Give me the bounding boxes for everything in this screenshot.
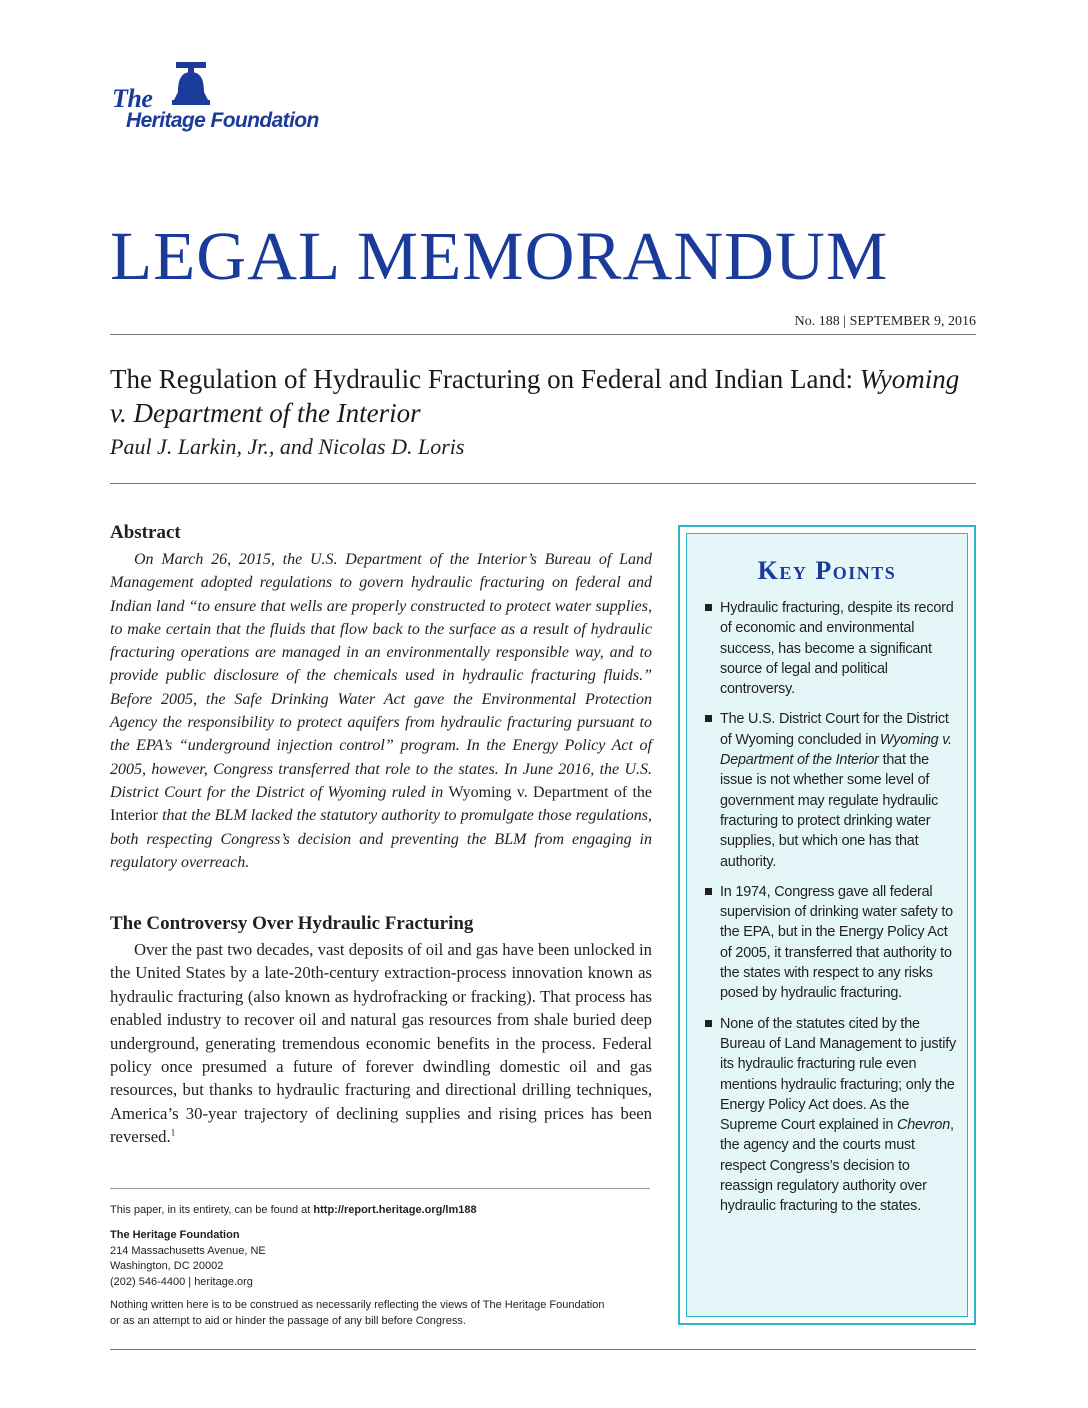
abstract-text <box>110 548 652 874</box>
key-point-text: that the issue is not whether some level of government may regulate hydraulic fracturing to protect drinking water supplies, but which one has that authority. <box>720 752 939 870</box>
title-main: The Regulation of Hydraulic Fracturing on Federal and Indian Land: <box>110 364 860 394</box>
abstract-heading: Abstract <box>110 522 181 543</box>
footnote-marker: 1 <box>170 1127 176 1138</box>
key-points-title: Key Points <box>757 556 897 585</box>
bullet-square-icon <box>705 888 712 895</box>
key-point-item <box>705 598 957 699</box>
bullet-square-icon <box>705 715 712 722</box>
org-address-block <box>110 1228 650 1290</box>
section-body <box>110 938 652 1149</box>
issue-number-date: No. 188 | SEPTEMBER 9, 2016 <box>794 314 976 329</box>
abstract-text-part-1: On March 26, 2015, the U.S. Department of the Interior’s Bureau of Land Management adopted regulations to govern hydraulic fracturing on federal and Indian land “to ensure that wells are properly constructed to protect water supplies, to make certain that the fluids that flow back to the surface as a result of hydraulic fracturing operations are managed in an environmentally responsible way, and to provide public disclosure of the chemicals used in hydraulic fracturing fluids.” Before 2005, the Safe Drinking Water Act gave the Environmental Protection Agency the responsibility to protect aquifers from hydraulic fracturing pursuant to the EPA’s “underground injection control” program. In the Energy Policy Act of 2005, however, Congress transferred that role to the states. In June 2016, the U.S. District Court for the District of Wyoming ruled in <box>110 551 652 801</box>
key-points-inner <box>686 533 968 1317</box>
bullet-square-icon <box>705 1020 712 1027</box>
key-points-list <box>705 598 957 1227</box>
footer-rule <box>110 1188 650 1189</box>
masthead-title: LEGAL MEMORANDUM <box>110 218 889 294</box>
key-point-text: Hydraulic fracturing, despite its record of economic and environmental success, has become a significant source of legal and political controversy. <box>720 600 954 698</box>
disclaimer: Nothing written here is to be construed as necessarily reflecting the views of The Heritage Foundation or as an attempt to aid or hinder the passage of any bill before Congress. <box>110 1299 605 1327</box>
bullet-square-icon <box>705 604 712 611</box>
address-line-1: 214 Massachusetts Avenue, NE <box>110 1244 266 1257</box>
paper-link-prefix: This paper, in its entirety, can be found at <box>110 1204 314 1216</box>
abstract-case-name: Wyoming v. Department of the Interior <box>110 783 653 825</box>
page-bottom-rule <box>110 1349 976 1350</box>
org-name: The Heritage Foundation <box>110 1229 240 1241</box>
title-case-name: Wyoming v. Department of the Interior <box>110 364 960 428</box>
key-point-case-name: Wyoming v. Department of the Interior <box>720 731 952 769</box>
key-point-item <box>705 882 957 1004</box>
key-point-text: None of the statutes cited by the Bureau of Land Management to justify its hydraulic fracturing rule even mentions hydraulic fracturing; only the Energy Policy Act does. As the Supreme Court explained in <box>720 1015 956 1134</box>
key-points-box <box>678 525 976 1325</box>
section-heading: The Controversy Over Hydraulic Fracturing <box>110 913 474 934</box>
key-point-text: The U.S. District Court for the District of Wyoming concluded in <box>720 711 949 748</box>
authors: Paul J. Larkin, Jr., and Nicolas D. Loris <box>110 434 465 459</box>
liberty-bell-icon <box>170 62 212 106</box>
masthead-rule <box>110 334 976 335</box>
logo-the: The <box>112 84 153 113</box>
key-point-item <box>705 709 957 871</box>
logo-org-name: Heritage Foundation <box>126 109 319 132</box>
document-title <box>110 362 976 430</box>
key-point-case-name: Chevron <box>897 1117 950 1134</box>
paper-link-line <box>110 1203 650 1219</box>
contact-line: (202) 546-4400 | heritage.org <box>110 1275 253 1288</box>
key-point-text: In 1974, Congress gave all federal supervision of drinking water safety to the EPA, but in the Energy Policy Act of 2005, it transferred that authority to the states with respect to any risks posed by hydraulic fracturing. <box>720 883 953 1002</box>
paper-url-link[interactable]: http://report.heritage.org/lm188 <box>313 1204 477 1216</box>
section-body-text: Over the past two decades, vast deposits of oil and gas have been unlocked in the United States by a late-20th-century extraction-process innovation known as hydraulic fracturing (also known as hydrofracking or fracking). That process has enabled industry to recover oil and natural gas resources from shale buried deep underground, generating tremendous economic benefits in the process. Federal policy once presumed a future of forever dwindling domestic oil and gas resources, but thanks to hydraulic fracturing and directional drilling techniques, America’s 30-year trajectory of declining supplies and rising prices has been reversed. <box>110 940 652 1147</box>
key-point-item <box>705 1014 957 1217</box>
title-rule <box>110 483 976 484</box>
key-point-text: , the agency and the courts must respect Congress’s decision to reassign regulatory authority over hydraulic fracturing to the states. <box>720 1117 954 1215</box>
abstract-text-part-2: that the BLM lacked the statutory authority to promulgate those regulations, both respecting Congress’s decision and preventing the BLM from engaging in regulatory overreach. <box>110 807 652 871</box>
heritage-logo <box>108 62 378 140</box>
address-line-2: Washington, DC 20002 <box>110 1260 224 1273</box>
